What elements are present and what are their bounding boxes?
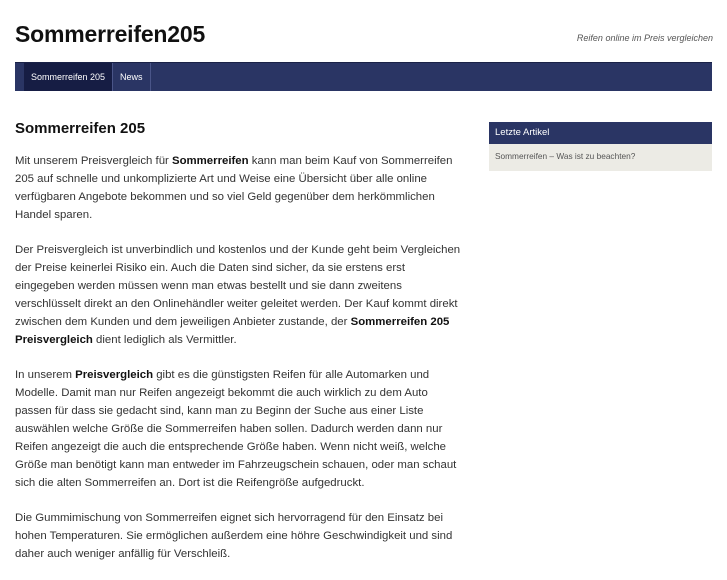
site-tagline: Reifen online im Preis vergleichen xyxy=(576,33,713,43)
article-paragraph-2 xyxy=(15,241,463,349)
nav-item-news[interactable]: News xyxy=(113,63,151,91)
main-navigation xyxy=(15,62,712,91)
article-content xyxy=(15,120,463,580)
article-paragraph-1 xyxy=(15,152,463,224)
paragraph-text: Der Preisvergleich ist unverbindlich und kostenlos und der Kunde geht beim Vergleichen der Preise keinerlei Risiko ein. Auch die Daten sind sicher, da sie erstens erst eingegeben werden müssen wenn man etwas bestellt und sie dann zweitens verschlüsselt direkt an den Onlinehändler weiter geleitet werden. Der Kauf kommt direkt zwischen dem Kunden und dem jeweiligen Anbieter zustande, der xyxy=(15,244,461,328)
bold-keyword: Sommerreifen xyxy=(172,155,249,167)
paragraph-text: kann man beim Kauf von Sommerreifen 205 auf schnelle und unkomplizierte Art und Weise eine Übersicht über alle online verfügbaren Angebote bekommen und so viel Geld gegenüber dem herkömmlichen Handel sparen. xyxy=(15,155,453,221)
paragraph-text: In unserem xyxy=(15,369,76,381)
article-paragraph-3 xyxy=(15,366,463,492)
article-title: Sommerreifen 205 xyxy=(15,120,146,137)
site-title[interactable]: Sommerreifen205 xyxy=(15,21,206,47)
paragraph-text: dient lediglich als Vermittler. xyxy=(92,334,237,346)
widget-title-recent-posts: Letzte Artikel xyxy=(489,122,712,144)
widget-recent-posts xyxy=(489,144,712,171)
paragraph-text: Mit unserem Preisvergleich für xyxy=(15,155,172,167)
recent-post-link[interactable]: Sommerreifen – Was ist zu beachten? xyxy=(495,151,636,161)
sidebar xyxy=(489,122,712,171)
paragraph-text: gibt es die günstigsten Reifen für alle Automarken und Modelle. Damit man nur Reifen angezeigt bekommt die auch wirklich zu dem Auto passen für dass sie gedacht sind, kann man zu Beginn der Suche aus einer Liste auswählen welche Größe die Sommerreifen haben sollen. Dadurch werden dann nur Reifen angezeigt die auch die entsprechende Größe haben. Wenn nicht weiß, welche Größe man benötigt kann man entweder im Fahrzeugschein schauen, oder man schaut sich die alten Sommerreifen an. Dort ist die Reifengröße aufgedruckt. xyxy=(15,369,457,489)
bold-keyword: Sommerreifen 205 Preisvergleich xyxy=(15,316,450,346)
article-paragraph-4: Die Gummimischung von Sommerreifen eignet sich hervorragend für den Einsatz bei hohen Temperaturen. Sie ermöglichen außerdem eine höhre Geschwindigkeit und sind daher auch weniger anfällig für Verschleiß. xyxy=(15,512,453,560)
nav-item-sommerreifen-205[interactable]: Sommerreifen 205 xyxy=(15,63,113,91)
bold-keyword: Preisvergleich xyxy=(75,369,154,381)
